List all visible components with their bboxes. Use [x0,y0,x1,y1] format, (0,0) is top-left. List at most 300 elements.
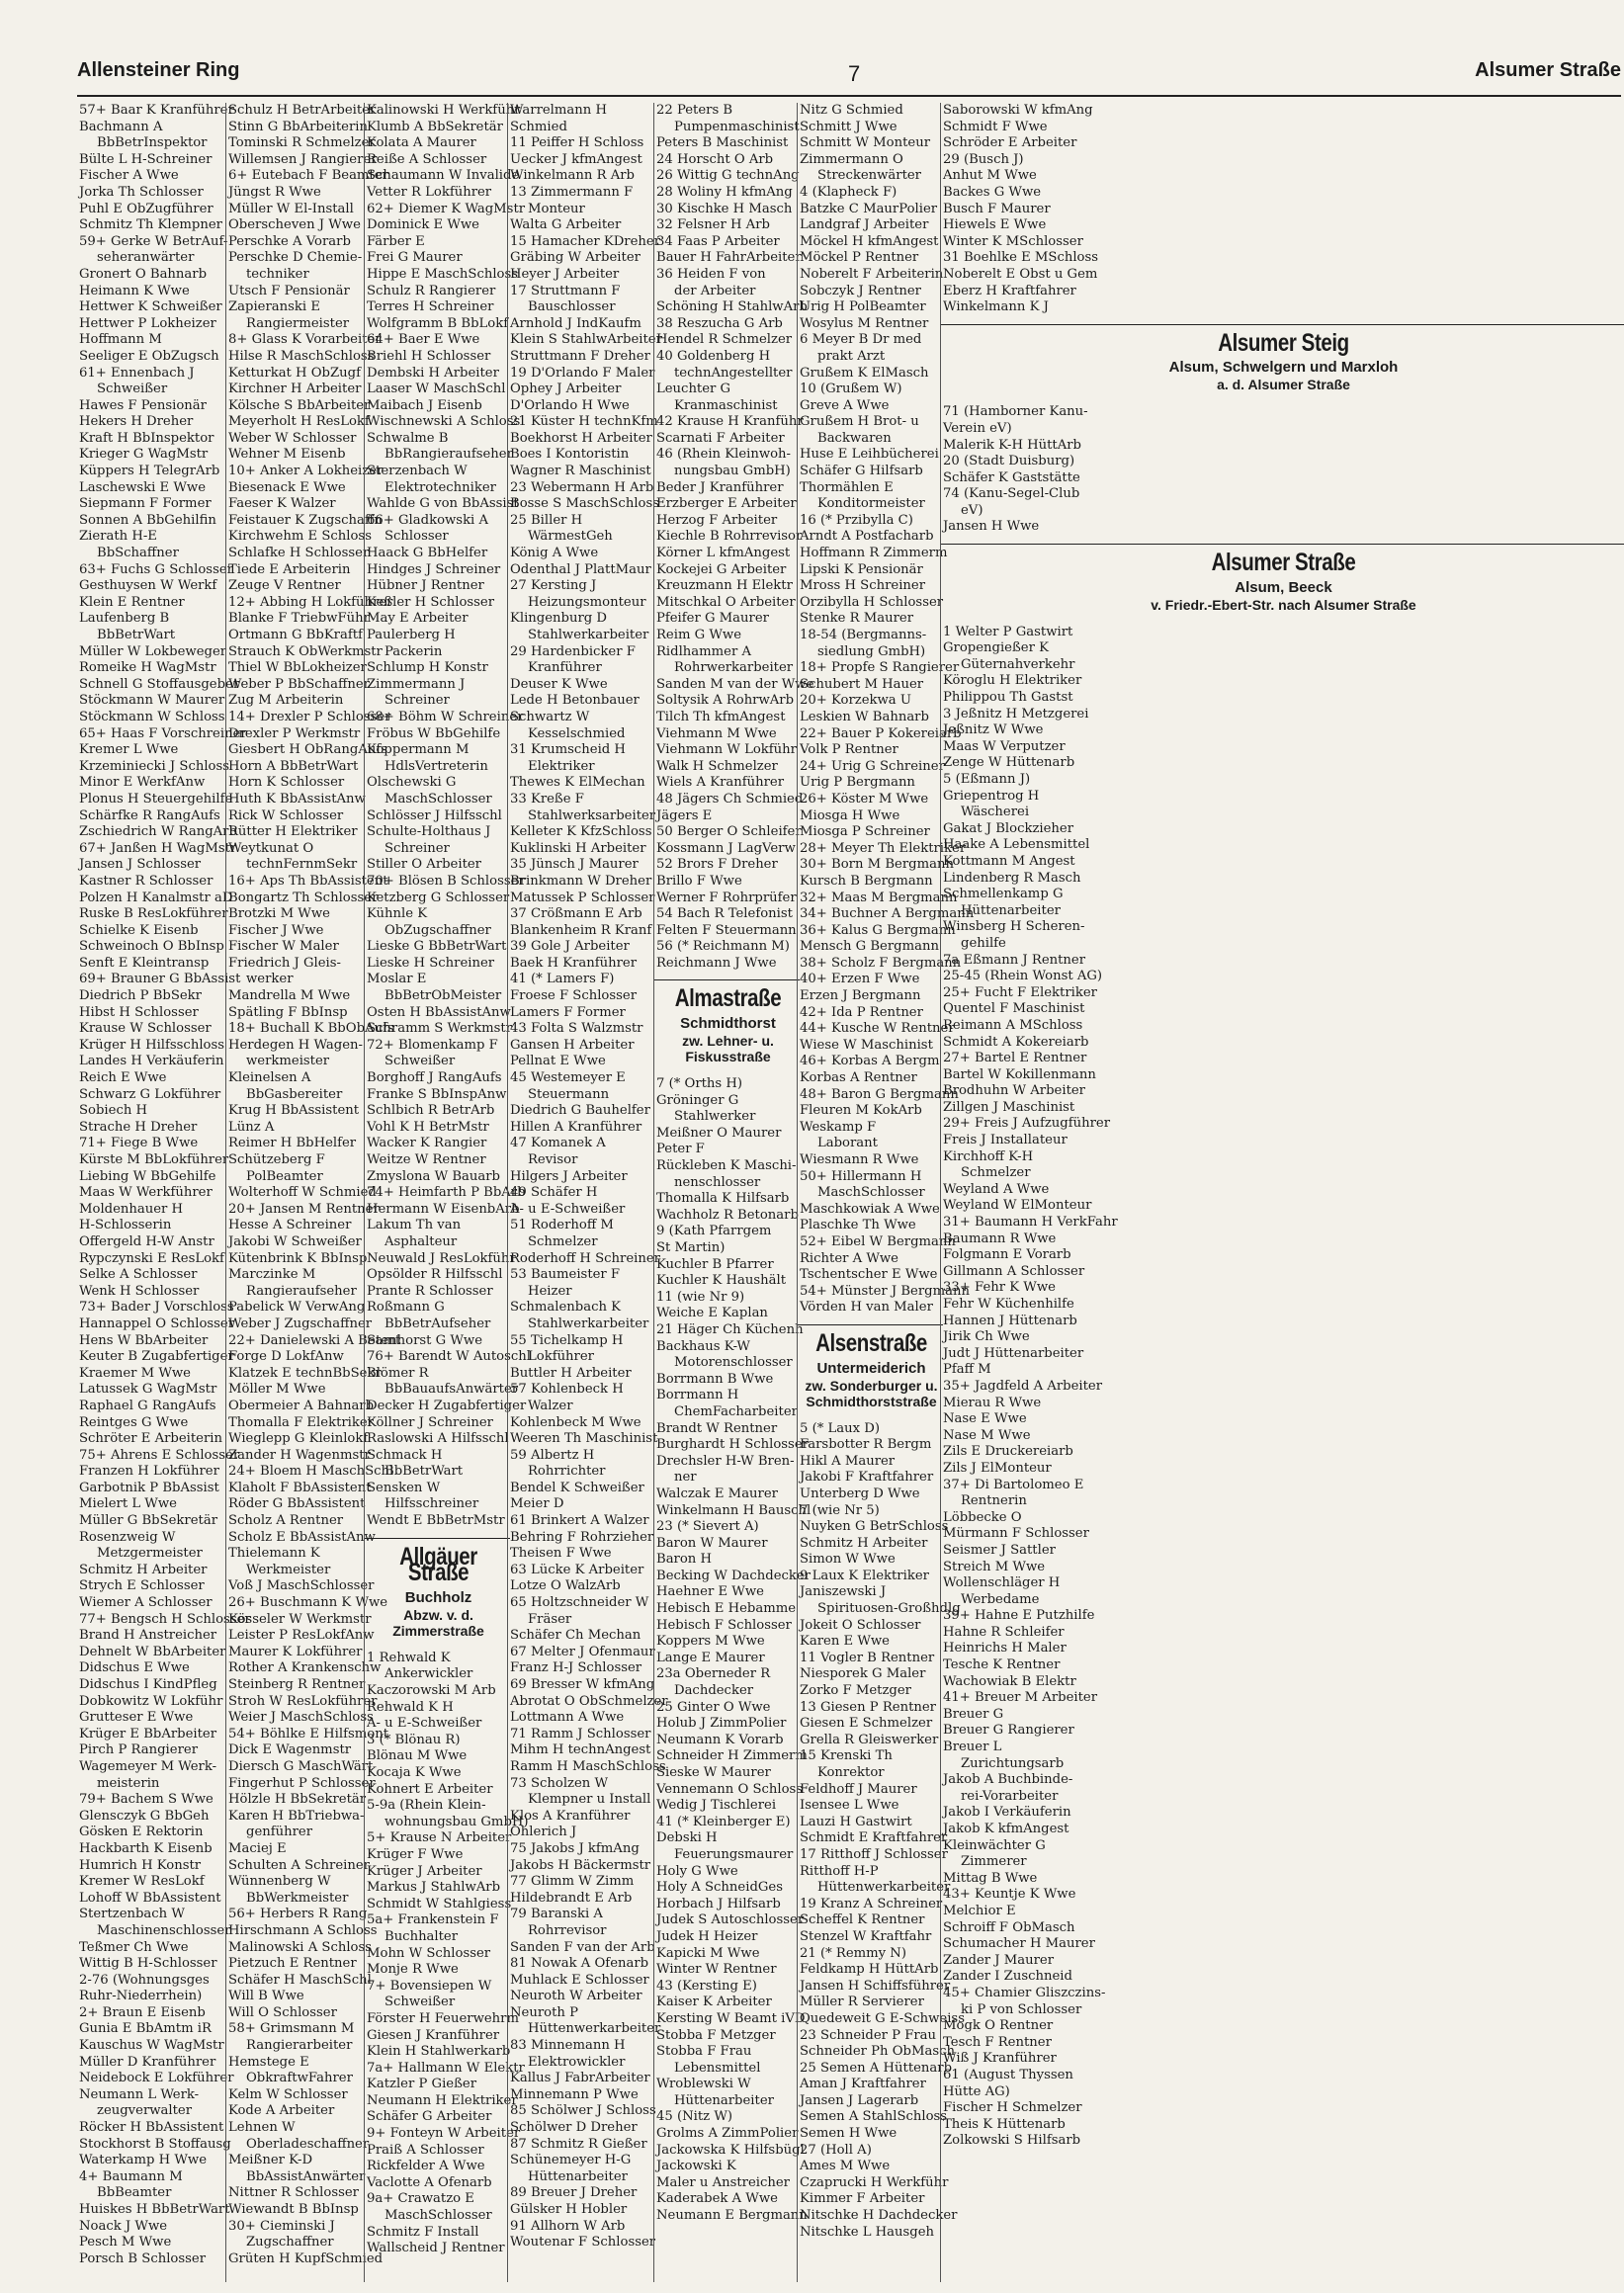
directory-entry: Brillo F Wwe [656,873,742,889]
directory-entry: 36 Heiden F von [656,266,766,282]
directory-entry: Werkmeister [246,1562,331,1577]
directory-entry: Kirchhoff K-H [943,1148,1034,1164]
directory-entry: Leskien W Bahnarb [800,709,929,724]
directory-entry: Grußem K ElMasch [800,365,929,381]
directory-entry: Jansen J Schlosser [79,857,202,873]
directory-entry: Leuchter G [656,382,731,397]
directory-entry: 20+ Korzekwa U [800,693,911,709]
directory-entry: Stiller O Arbeiter [367,857,481,873]
directory-entry: Simon W Wwe [800,1552,896,1568]
directory-entry: 38+ Scholz F Bergmann [800,955,962,971]
directory-entry: 41+ Breuer M Arbeiter [943,1690,1098,1706]
directory-entry: Maschkowiak A Wwe [800,1201,940,1217]
directory-entry: Landes H Verkäuferin [79,1054,224,1069]
directory-entry: Nitz G Schmied [800,103,903,118]
directory-entry: Scarnati F Arbeiter [656,430,785,446]
directory-entry: 6+ Eutebach F Beamter [228,168,388,184]
directory-entry: Wolterhoff W Schmied [228,1185,377,1201]
directory-entry: Seismer J Sattler [943,1542,1056,1558]
directory-entry: PolBeamter [246,1168,323,1184]
directory-entry: 32+ Maas M Bergmann [800,890,958,905]
directory-entry: Quentel F Maschinist [943,1001,1085,1017]
directory-entry: Will O Schlosser [228,2004,337,2020]
directory-entry: 3 Jeßnitz H Metzgerei [943,706,1089,722]
directory-entry: Mierau R Wwe [943,1395,1042,1410]
directory-entry: Ohlerich J [510,1825,577,1840]
directory-entry: Karen H BbTriebwa- [228,1808,365,1824]
directory-column-1 [77,103,251,2282]
directory-entry: Ortmann G BbKraftf [228,628,363,642]
directory-entry: Hoffmann R Zimmerm [800,546,948,561]
directory-entry: Herzog F Arbeiter [656,512,778,528]
directory-entry: 38 Reszucha G Arb [656,315,783,331]
directory-entry: Fischer J Wwe [228,922,324,938]
header-left-street: Allensteiner Ring [77,59,240,81]
directory-entry: Giesen J Kranführer [367,2027,500,2043]
directory-entry: Pietzuch E Rentner [228,1956,357,1972]
directory-entry: Nitschke L Hausgeh [800,2224,935,2240]
directory-entry: 5 (Eßmann J) [943,772,1031,787]
header-rule [77,95,1621,97]
directory-entry: Krieger G WagMstr [79,447,209,463]
directory-entry: 65+ Haas F Vorschreiner [79,725,247,741]
directory-entry: Borrmann B Wwe [656,1371,774,1387]
directory-entry: 30 Kischke H Masch [656,201,793,216]
directory-entry: Schmellenkamp G [943,887,1064,902]
directory-entry: Franke S BbInspAnw [367,1086,507,1102]
directory-entry: Paulerberg H [367,628,456,642]
directory-entry: 76+ Barendt W Autoschl [367,1349,531,1365]
section-divider [798,1324,943,1325]
directory-entry: Waterkamp H Wwe [79,2153,208,2168]
directory-entry: Kösseler W Werkmstr [228,1611,372,1627]
directory-entry: 10+ Anker A Lokheizer [228,464,384,479]
directory-entry: Lokführer [528,1349,594,1365]
directory-entry: 48+ Baron G Bergmann [800,1086,959,1102]
directory-entry: Walczak E Maurer [656,1486,778,1501]
directory-entry: Stenhorst G Wwe [367,1332,483,1348]
directory-entry: Malerik K-H HüttArb [943,437,1081,453]
directory-entry: Jackowska K Hilfsbügl [656,2142,805,2158]
directory-entry: Schramm S Werkmstr [367,1021,512,1037]
directory-entry: 77+ Bengsch H Schlosser [79,1611,251,1627]
directory-entry: 74 (Kanu-Segel-Club [943,486,1080,502]
directory-entry: Drechsler H-W Bren- [656,1453,795,1469]
directory-entry: 51 Roderhoff M [510,1218,614,1233]
directory-entry: Horn K Schlosser [228,775,345,791]
directory-entry: Dehnelt W BbArbeiter [79,1644,226,1659]
directory-entry: Reintges G Wwe [79,1414,189,1430]
directory-entry: Perschke D Chemie- [228,250,363,266]
directory-entry: Kürste M BbLokführer [79,1152,229,1167]
directory-entry: Jakob K kfmAngest [943,1822,1069,1836]
directory-entry: Fischer W Maler [228,939,339,955]
directory-entry: Elektrotechniker [385,479,496,495]
directory-entry: Schmied [510,119,567,134]
directory-entry: Hannappel O Schlosser [79,1316,235,1331]
directory-entry: 9 Laux K Elektriker [800,1568,929,1583]
directory-entry: 63+ Fuchs G Schlosser [79,561,233,577]
directory-entry: Anhut M Wwe [943,168,1037,184]
directory-entry: Weber P BbSchaffner [228,676,370,692]
directory-entry: 43 Folta S Walzmstr [510,1021,643,1037]
directory-entry: Dobkowitz W Lokführ [79,1693,223,1709]
directory-entry: Scholz E BbAssistAnw [228,1529,376,1545]
directory-entry: Maschinenschlosser [97,1922,231,1938]
directory-entry: Kalinowski H Werkführ [367,103,521,118]
directory-entry: 29+ Freis J Aufzugführer [943,1116,1110,1132]
running-header [77,59,1621,93]
directory-entry: Briehl H Schlosser [367,348,491,364]
directory-entry: technFernmSekr [246,857,358,873]
directory-entry: Dachdecker [674,1683,754,1699]
directory-entry: Kimmer F Arbeiter [800,2191,925,2207]
directory-entry: Bauschlosser [528,299,616,315]
directory-entry: Krug H BbAssistent [228,1103,360,1119]
directory-entry: Schmitz H Arbeiter [79,1562,208,1577]
directory-entry: Bongartz Th Schlosser [228,890,379,905]
directory-entry: Reim G Wwe [656,628,742,642]
directory-entry: Müller D Kranführer [79,2054,216,2070]
directory-entry: Judek S Autoschlosser [656,1912,805,1928]
directory-column-4 [507,103,668,2282]
directory-entry: Gunia E BbAmtm iR [79,2021,212,2037]
directory-entry: Hahne R Schleifer [943,1624,1065,1640]
directory-entry: Jackowski K [656,2159,736,2174]
directory-entry: 7a+ Hallmann W Elektr [367,2060,525,2076]
directory-entry: Boes I Kontoristin [510,447,630,463]
directory-entry: 2-76 (Wohnungsges [79,1972,210,1988]
directory-entry: Lottmann A Wwe [510,1710,625,1726]
directory-entry: Perschke A Vorarb [228,233,351,249]
directory-entry: Brandt W Rentner [656,1420,778,1436]
directory-entry: Wittig B H-Schlosser [79,1956,217,1972]
directory-entry: 39+ Hahne E Putzhilfe [943,1608,1095,1624]
directory-entry: Woutenar F Schlosser [510,2235,656,2251]
directory-entry: Breuer L [943,1740,1002,1755]
directory-entry: Schneider Ph ObMasch [800,2044,955,2060]
directory-entry: Pellnat E Wwe [510,1054,606,1069]
directory-entry: Kremer L Wwe [79,742,179,758]
directory-entry: Weber J Zugschaffner [228,1316,373,1331]
directory-entry: Krause W Schlosser [79,1021,212,1037]
directory-entry: St Martin) [656,1240,726,1255]
directory-entry: Schölwer D Dreher [510,2120,638,2136]
directory-entry: 43+ Keuntje K Wwe [943,1887,1076,1903]
directory-entry: Vetter R Lokführer [367,184,492,200]
directory-entry: 71+ Fiege B Wwe [79,1136,199,1151]
directory-entry: Walzer [528,1398,573,1413]
directory-entry: Jeßnitz W Wwe [943,722,1044,738]
directory-entry: Schmitz F Install [367,2224,479,2240]
directory-entry: 77 Glimm W Zimm [510,1874,635,1890]
directory-entry: Sanden M van der Wwe [656,676,814,692]
directory-entry: 11 Vogler B Rentner [800,1650,935,1665]
directory-entry: Laborant [817,1136,878,1151]
directory-entry: Zorko F Metzger [800,1683,911,1699]
directory-entry: Wenk H Schlosser [79,1283,200,1299]
directory-entry: Schneider H Zimmerm [656,1748,808,1764]
directory-entry: 49 Schäfer H [510,1185,598,1201]
directory-entry: Mandrella M Wwe [228,988,351,1004]
directory-entry: Bendel K Schweißer [510,1480,644,1495]
directory-entry: 28+ Meyer Th Elektriker [800,840,967,856]
directory-entry: Kuchler K Haushält [656,1273,786,1289]
directory-entry: Gansen H Arbeiter [510,1037,635,1053]
directory-entry: 35 Jünsch J Maurer [510,857,639,873]
directory-entry: Viehmann M Wwe [656,725,777,741]
directory-entry: 17 Ritthoff J Schlosser [800,1846,948,1862]
directory-entry: Schäfer G Hilfsarb [800,464,923,479]
directory-entry: Schröder E Arbeiter [943,135,1077,151]
directory-entry: Backes G Wwe [943,184,1042,200]
directory-entry: Oberladeschaffner [246,2136,370,2152]
directory-entry: 34+ Buchner A Bergmann [800,906,975,922]
directory-entry: Lindenberg R Masch [943,870,1081,886]
directory-entry: Hillen A Kranführer [510,1119,642,1135]
street-heading: Alsumer Straße [1211,549,1356,577]
directory-entry: Neidebock E Lokführer [79,2071,234,2086]
directory-entry: Jakobi F Kraftfahrer [800,1470,934,1486]
directory-entry: 6 Meyer B Dr med [800,332,922,348]
directory-entry: Greve A Wwe [800,397,890,413]
directory-entry: Raslowski A Hilfsschl [367,1431,509,1447]
directory-entry: Keßler H Schlosser [367,594,495,610]
directory-entry: Dick E Wagenmstr [228,1742,352,1758]
directory-entry: Roderhoff H Schreiner [510,1250,660,1266]
directory-entry: Wiels A Kranführer [656,775,785,791]
directory-entry: 69 Bresser W kfmAng [510,1677,655,1692]
directory-entry: Moslar E [367,972,427,987]
directory-entry: ki P von Schlosser [961,2001,1082,2017]
directory-column-7 [940,103,1624,2282]
directory-entry: ChemFacharbeiter [674,1403,798,1419]
directory-entry: Pfeifer G Maurer [656,611,769,627]
directory-entry: Plonus H Steuergehilfe [79,791,233,807]
directory-entry: Kursch B Bergmann [800,873,933,889]
directory-entry: 83 Minnemann H [510,2038,626,2054]
street-extent: v. Friedr.-Ebert-Str. nach Alsumer Straße [1151,596,1416,613]
directory-entry: 31 Boehlke E MSchloss [943,250,1099,266]
directory-entry: Zils J ElMonteur [943,1460,1052,1476]
directory-entry: Heimann K Wwe [79,283,190,298]
directory-entry: Streckenwärter [817,168,921,184]
directory-entry: Ruske B ResLokführer [79,906,228,922]
directory-entry: Erzen J Bergmann [800,988,921,1004]
directory-entry: Wieglepp G Kleinlokf [228,1431,369,1447]
directory-entry: Schmitt W Monteur [800,135,931,151]
directory-entry: Krüger J Arbeiter [367,1863,482,1879]
directory-entry: Rohrrevisor [528,1922,607,1938]
directory-entry: Gronert O Bahnarb [79,266,208,282]
directory-entry: 25 Ginter O Wwe [656,1699,771,1715]
directory-entry: Leister P ResLokfAnw [228,1628,375,1644]
directory-entry: Sterzenbach W [367,464,468,479]
directory-entry: Hölzle H BbSekretär [228,1792,367,1808]
directory-entry: Metzgermeister [97,1546,203,1562]
directory-entry: Zug M Arbeiterin [228,693,344,709]
directory-entry: BbBetrInspektor [97,135,208,151]
directory-entry: 5 (* Laux D) [800,1420,880,1436]
directory-entry: Schumacher H Maurer [943,1936,1095,1952]
directory-entry: 7 (* Orths H) [656,1076,743,1092]
directory-entry: WärmestGeh [528,529,613,545]
directory-entry: Scholz A Rentner [228,1513,344,1529]
directory-entry: 68+ Böhm W Schreiner [367,709,524,724]
directory-entry: Strauch K ObWerkmstr [228,643,383,659]
directory-entry: Saborowski W kfmAng [943,103,1093,118]
directory-entry: Maurer K Lokführer [228,1644,363,1659]
directory-entry: Ridlhammer A [656,643,751,659]
directory-entry: Stenke R Maurer [800,611,914,627]
directory-entry: Steuermann [528,1086,610,1102]
directory-entry: 36+ Kalus G Bergmann [800,922,956,938]
directory-entry: Wallscheid J Rentner [367,2241,505,2256]
directory-entry: meisterin [97,1775,160,1791]
directory-entry: Stroh W ResLokführer [228,1693,378,1709]
directory-entry: 28 Woliny H kfmAng [656,184,793,200]
directory-entry: Urig H PolBeamter [800,299,926,315]
directory-entry: 56+ Herbers R Rang [228,1907,368,1922]
directory-entry: Müller G BbSekretär [79,1513,217,1529]
directory-entry: 41 (* Kleinberger E) [656,1814,791,1829]
directory-entry: Revisor [528,1152,578,1167]
directory-entry: Schmack H [367,1447,443,1463]
directory-entry: Stöckmann W Schloss [79,709,225,724]
directory-entry: Hilse R MaschSchloss [228,348,375,364]
directory-entry: Erzberger E Arbeiter [656,496,797,512]
directory-entry: Fröbus W BbGehilfe [367,725,501,741]
directory-entry: 43 (Kersting E) [656,1978,757,1994]
directory-entry: 34 Faas P Arbeiter [656,233,780,249]
directory-entry: Opsölder R Hilfsschl [367,1267,503,1283]
directory-entry: Lamers F Former [510,1004,626,1020]
directory-entry: Stobba F Frau [656,2044,752,2060]
directory-entry: Kleinelsen A [228,1070,311,1086]
directory-entry: 58+ Grimsmann M [228,2021,355,2037]
directory-entry: HdlsVertreterin [385,758,488,774]
directory-entry: Wagner R Maschinist [510,464,651,479]
directory-entry: 1 Welter P Gastwirt [943,624,1073,639]
directory-entry: ObZugschaffner [385,922,491,938]
directory-entry: Keuter B Zugabfertiger [79,1349,234,1365]
directory-entry: Laufenberg B [79,611,170,627]
directory-entry: Hübner J Rentner [367,578,484,594]
directory-entry: Jansen J Lagerarb [800,2092,919,2108]
directory-entry: Meißner O Maurer [656,1125,782,1141]
directory-entry: Stöckmann W Maurer [79,693,225,709]
directory-entry: Polzen H Kanalmstr aD [79,890,233,905]
directory-entry: Schmalenbach K [510,1300,622,1316]
directory-entry: Schreiner [385,693,450,709]
directory-entry: Kiechle B Rohrrevisor [656,529,803,545]
directory-entry: Obermeier A Bahnarb [228,1398,375,1413]
directory-entry: techniker [246,266,309,282]
directory-entry: Müller R Servierer [800,1995,924,2010]
directory-entry: 81 Nowak A Ofenarb [510,1956,649,1972]
directory-entry: Teßmer Ch Wwe [79,1939,189,1955]
directory-entry: Wiesmann R Wwe [800,1152,919,1167]
directory-entry: Ames M Wwe [800,2159,891,2174]
directory-entry: 57+ Baar K Kranführer [79,103,234,118]
directory-entry: Struttmann F Dreher [510,348,650,364]
directory-entry: Garbotnik P BbAssist [79,1480,219,1495]
directory-entry: Wollenschläger H [943,1575,1061,1591]
directory-entry: Kreuzmann H Elektr [656,578,793,594]
directory-entry: Muhlack E Schlosser [510,1972,649,1988]
directory-entry: Hüttenwerkarbeiter [528,2021,661,2037]
directory-entry: Hilgers J Arbeiter [510,1168,628,1184]
directory-entry: 5-9a (Rhein Klein- [367,1798,486,1814]
directory-entry: Maas W Verputzer [943,738,1066,754]
directory-entry: Schäfer G Arbeiter [367,2109,492,2125]
directory-entry: 25-45 (Rhein Wonst AG) [943,969,1103,984]
directory-entry: Blönau M Wwe [367,1748,468,1764]
directory-entry: Miosga H Wwe [800,807,900,823]
directory-entry: Elektriker [528,758,595,774]
directory-entry: Hackbarth K Eisenb [79,1840,213,1856]
directory-entry: Lotze O WalzArb [510,1578,621,1594]
directory-entry: Philippou Th Gastst [943,690,1073,706]
directory-entry: Nuyken G BetrSchloss [800,1519,949,1535]
directory-entry: Felten F Steuermann [656,922,797,938]
directory-entry: Grüten H KupfSchmied [228,2251,384,2266]
directory-entry: Neumann L Werk- [79,2086,200,2102]
directory-entry: Vaclotte A Ofenarb [367,2174,492,2190]
directory-entry: Lakum Th van [367,1218,462,1233]
directory-entry: Jakob I Verkäuferin [943,1805,1071,1821]
directory-entry: Griepentrog H [943,788,1040,804]
directory-entry: Klein H Stahlwerkarb [367,2044,511,2060]
directory-entry: Hilfsschreiner [385,1496,479,1512]
directory-entry: 21 (* Remmy N) [800,1945,906,1961]
directory-entry: Drexler P Werkmstr [228,725,361,741]
directory-entry: 24+ Bloem H MaschSchl [228,1464,394,1480]
directory-entry: Schmitt J Wwe [800,119,897,134]
district-name: Schmidthorst [680,1015,776,1033]
directory-entry: Hebisch F Schlosser [656,1617,792,1633]
directory-entry: Uecker J kfmAngest [510,151,642,167]
directory-entry: Frei G Maurer [367,250,463,266]
directory-entry: Urig P Bergmann [800,775,915,791]
directory-entry: ObkraftwFahrer [246,2071,353,2086]
directory-entry: Körner L kfmAngest [656,546,791,561]
directory-entry: Kastner R Schlosser [79,873,214,889]
directory-entry: Breuer G Rangierer [943,1723,1074,1739]
directory-entry: Hüttenarbeiter [674,2092,774,2108]
directory-column-3 [364,103,531,2282]
directory-entry: Schmelzer [961,1165,1031,1181]
directory-entry: Stockhorst B Stoffausg [79,2136,231,2152]
directory-entry: Zimmermann J [367,676,466,692]
directory-entry: Fingerhut P Schlosser [228,1775,376,1791]
section-divider [941,544,1624,545]
directory-entry: Meier D [510,1496,564,1512]
directory-entry: Forge D LokfAnw [228,1349,344,1365]
directory-entry: Gülsker H Hobler [510,2202,628,2217]
directory-entry: 79 Baranski A [510,1907,603,1922]
directory-entry: Spätling F BbInsp [228,1004,348,1020]
directory-entry: Eberz H Kraftfahrer [943,283,1076,298]
directory-entry: Terres H Schreiner [367,299,494,315]
directory-entry: Oberscheven J Wwe [228,217,361,233]
directory-entry: Kode A Arbeiter [228,2103,335,2119]
directory-entry: 33 Kreße F [510,791,584,807]
directory-entry: 26 Wittig G technAng [656,168,800,184]
directory-entry: Kolata A Maurer [367,135,476,151]
directory-entry: Neumann H Elektriker [367,2092,518,2108]
directory-entry: Rick W Schlosser [228,807,344,823]
